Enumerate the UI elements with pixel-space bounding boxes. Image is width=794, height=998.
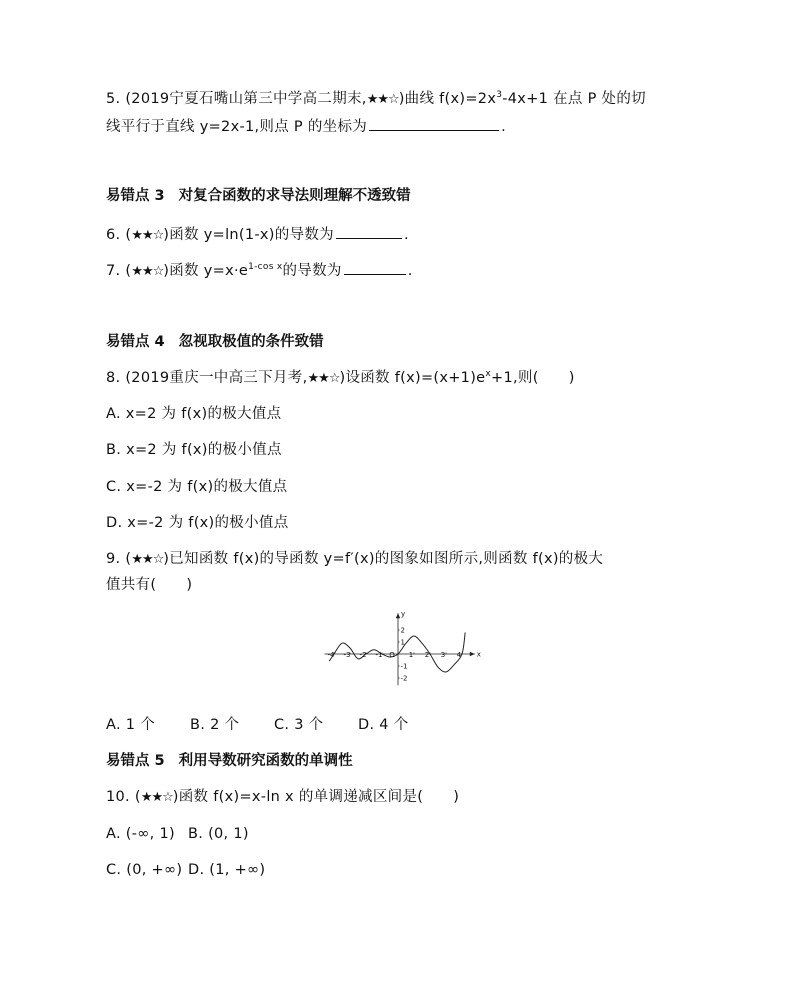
q9-text-2: 值共有(	[106, 577, 157, 593]
q9-text: )已知函数 f(x)的导函数 y=f′(x)的图象如图所示,则函数 f(x)的极大	[163, 551, 604, 567]
q5-exponent: 3	[496, 90, 503, 101]
x-tick-label: 4	[456, 651, 462, 659]
q10-text: )函数 f(x)=x-ln x 的单调递减区间是(	[172, 789, 424, 805]
q8-number: 8. (2019重庆一中高三下月考,	[106, 370, 308, 386]
section-label: 易错点 3	[106, 188, 165, 204]
q5-text-c: -4x+1 在点 P 处的切	[502, 91, 646, 107]
y-tick-label: -1	[400, 662, 408, 671]
q8-option-a[interactable]: A. x=2 为 f(x)的极大值点	[106, 406, 282, 422]
q6-number: 6. (	[106, 227, 132, 243]
q5-text-a: 5. (2019宁夏石嘴山第三中学高二期末,	[106, 91, 367, 107]
x-tick-label: 1	[408, 651, 414, 659]
y-axis-label: y	[401, 610, 406, 619]
q10-options-row2	[106, 861, 265, 879]
q10-option-a[interactable]: A. (-∞, 1)	[106, 826, 175, 842]
q10-options-row1	[106, 825, 249, 843]
q5-text-b: )曲线 f(x)=2x	[398, 91, 497, 107]
difficulty-stars-icon: ★★☆	[131, 228, 164, 243]
q8-close-paren: )	[568, 370, 575, 386]
x-tick-label: -1	[375, 651, 383, 659]
q9-option-c[interactable]: C. 3 个	[274, 717, 324, 733]
q6-text: )函数 y=ln(1-x)的导数为	[163, 227, 334, 243]
y-tick-label: 2	[400, 626, 405, 635]
q10-option-b[interactable]: B. (0, 1)	[188, 826, 249, 842]
q5-answer-blank[interactable]	[369, 116, 499, 131]
section-title: 忽视取极值的条件致错	[178, 334, 324, 350]
section-heading-4	[106, 333, 324, 351]
x-tick-label: -2	[359, 651, 367, 659]
q7-text-end: 的导数为	[282, 263, 342, 279]
difficulty-stars-icon: ★★☆	[307, 371, 340, 386]
q7-number: 7. (	[106, 263, 132, 279]
q5-text-d: 线平行于直线 y=2x-1,则点 P 的坐标为	[106, 119, 368, 135]
q6-answer-blank[interactable]	[336, 224, 402, 239]
graph-tick-labels	[328, 610, 481, 682]
section-title: 对复合函数的求导法则理解不透致错	[178, 188, 411, 204]
section-title: 利用导数研究函数的单调性	[178, 753, 353, 769]
difficulty-stars-icon: ★★☆	[131, 264, 164, 279]
q8	[106, 369, 575, 388]
q8-exponent: x	[485, 369, 492, 380]
x-tick-label: 2	[424, 651, 430, 659]
q5-period: .	[501, 119, 506, 135]
y-tick-label: 1	[400, 638, 405, 647]
y-axis-arrow-icon	[396, 613, 400, 618]
difficulty-stars-icon: ★★☆	[131, 552, 164, 567]
q10-close-paren: )	[453, 789, 460, 805]
derivative-graph	[318, 606, 486, 698]
q5-line2	[106, 116, 506, 136]
x-tick-label: 3	[440, 651, 446, 659]
q10-option-c[interactable]: C. (0, +∞)	[106, 862, 183, 878]
x-axis-arrow-icon	[470, 652, 475, 656]
q9-line1	[106, 550, 603, 569]
q8-option-b[interactable]: B. x=2 为 f(x)的极小值点	[106, 442, 282, 458]
x-tick-label: -4	[327, 651, 335, 659]
q9-line2	[106, 576, 192, 594]
x-tick-label: O	[389, 651, 395, 659]
section-heading-3	[106, 187, 411, 205]
x-tick-label: -3	[343, 651, 351, 659]
y-tick-label: -2	[400, 674, 408, 683]
q8-option-c[interactable]: C. x=-2 为 f(x)的极大值点	[106, 479, 288, 495]
q7-exponent: 1-cos x	[248, 262, 283, 273]
q10-number: 10. (	[106, 789, 141, 805]
q6	[106, 224, 409, 245]
q9-close-paren: )	[186, 577, 193, 593]
q5-line1	[106, 90, 646, 109]
q9-option-d[interactable]: D. 4 个	[358, 717, 409, 733]
difficulty-stars-icon: ★★☆	[140, 790, 173, 805]
q9-options	[106, 716, 409, 734]
q7	[106, 260, 413, 281]
q10-option-d[interactable]: D. (1, +∞)	[188, 862, 266, 878]
q8-text-end: +1,则(	[491, 370, 539, 386]
difficulty-stars-icon: ★★☆	[366, 92, 399, 107]
q9-number: 9. (	[106, 551, 132, 567]
q9-option-a[interactable]: A. 1 个	[106, 717, 156, 733]
q7-period: .	[407, 263, 413, 279]
section-label: 易错点 4	[106, 334, 165, 350]
section-label: 易错点 5	[106, 753, 165, 769]
q10	[106, 788, 459, 807]
q9-option-b[interactable]: B. 2 个	[190, 717, 240, 733]
q7-answer-blank[interactable]	[344, 260, 406, 275]
section-heading-5	[106, 752, 353, 770]
q8-option-d[interactable]: D. x=-2 为 f(x)的极小值点	[106, 515, 289, 531]
x-axis-label: x	[476, 650, 481, 659]
q6-period: .	[403, 227, 409, 243]
q7-text: )函数 y=x·e	[163, 263, 249, 279]
q8-text: )设函数 f(x)=(x+1)e	[339, 370, 486, 386]
